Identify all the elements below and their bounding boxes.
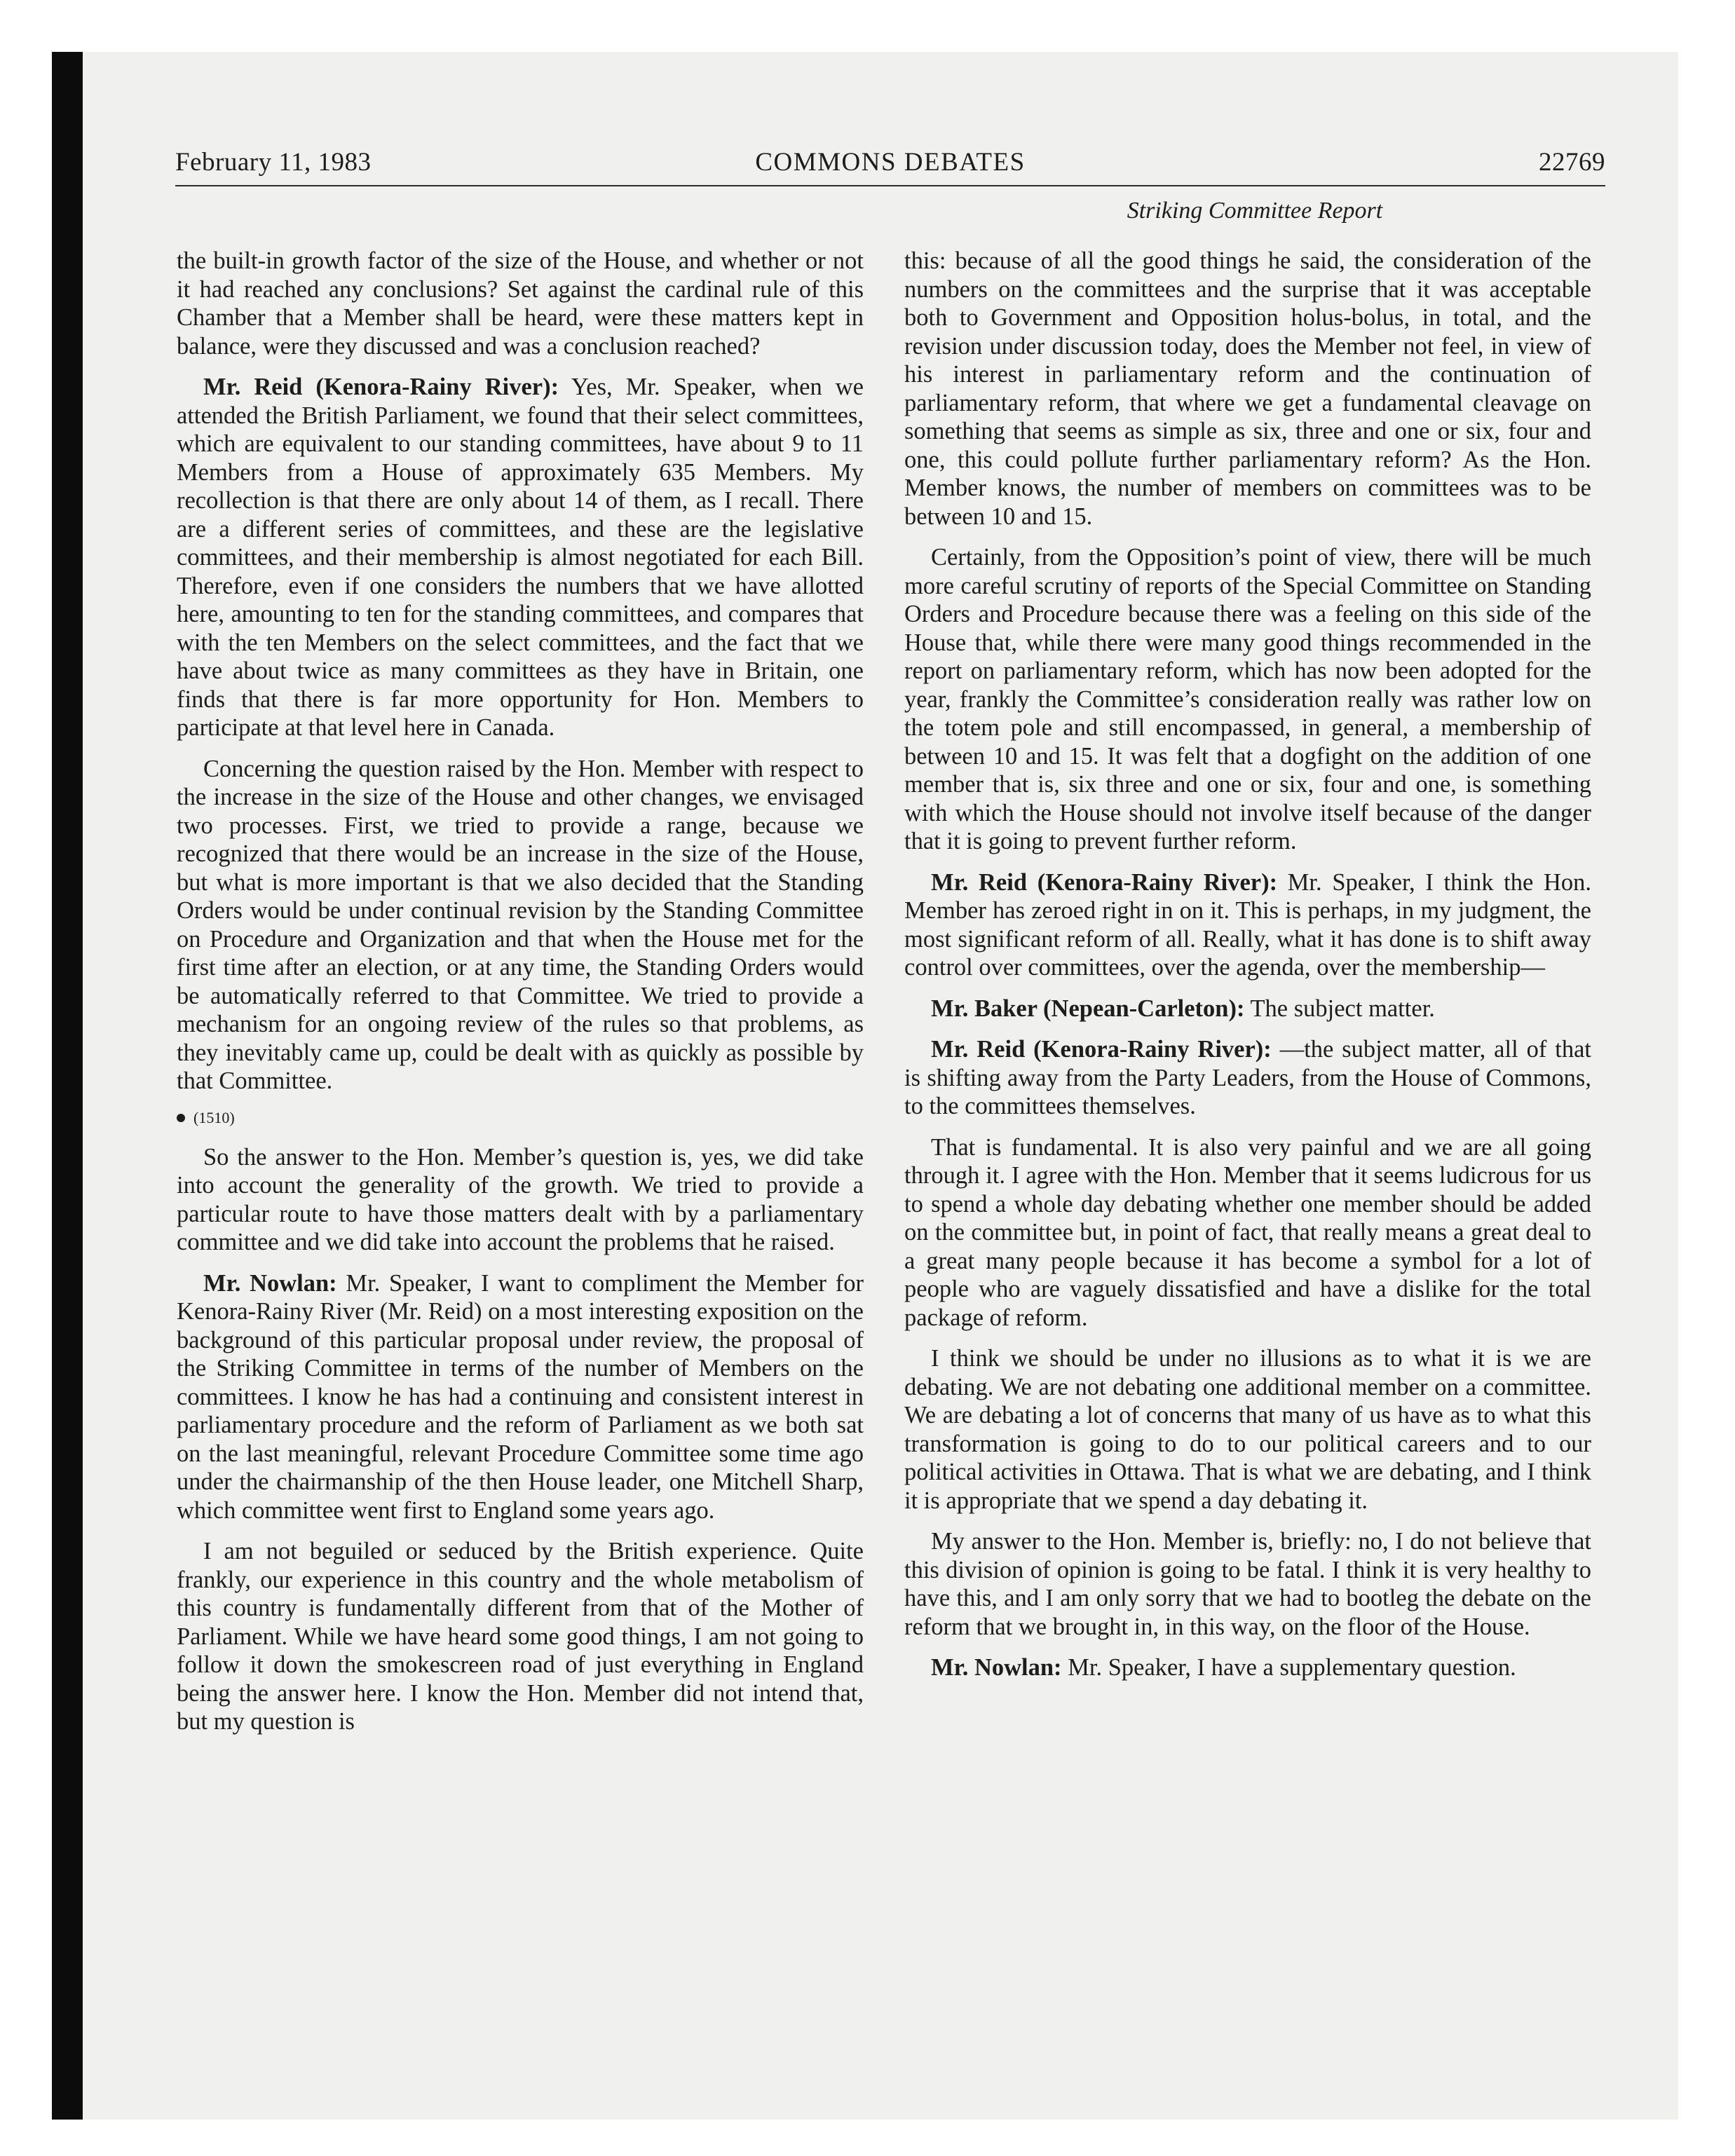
- bullet-icon: [177, 1114, 185, 1122]
- header-title: COMMONS DEBATES: [755, 148, 1026, 177]
- speaker-name: Mr. Nowlan:: [203, 1269, 337, 1297]
- paragraph: Concerning the question raised by the Hon. Member with respect to the increase in the size of the House and other changes, we envisaged two processes. First, we tried to provide a range, because we recognized that there would be an increase in the size of the House, but what is more important is that we also decided that the Standing Orders would be under continual revision by the Standing Committee on Procedure and Organization and that when the House met for the first time after an election, or at any time, the Standing Orders would be automatically referred to that Committee. We tried to provide a mechanism for an ongoing review of the rules so that problems, as they inevitably came up, could be dealt with as quickly as possible by that Committee.: [177, 755, 864, 1094]
- paragraph: [904, 995, 1591, 1023]
- paragraph: I think we should be under no illusions as to what it is we are debating. We are not debating one additional member on a committee. We are debating a lot of concerns that many of us have as to what this transformation is going to do to our political careers and to our political activities in Ottawa. That is what we are debating, and I think it is appropriate that we spend a day debating it.: [904, 1345, 1591, 1514]
- paragraph: I am not beguiled or seduced by the British experience. Quite frankly, our experience in this country and the whole metabolism of this country is fundamentally different from that of the Mother of Parliament. While we have heard some good things, I am not going to follow it down the smokescreen road of just everything in England being the answer here. I know the Hon. Member did not intend that, but my question is: [177, 1538, 864, 1735]
- paragraph: the built-in growth factor of the size of the House, and whether or not it had reached any conclusions? Set against the cardinal rule of this Chamber that a Member shall be heard, were these matters kept in balance, were they discussed and was a conclusion reached?: [177, 247, 864, 360]
- speech-text: Mr. Speaker, I have a supplementary question.: [1061, 1654, 1516, 1681]
- paragraph: [177, 1269, 864, 1525]
- page-header: [175, 147, 1605, 185]
- paragraph: [904, 1653, 1591, 1682]
- paragraph: [177, 373, 864, 742]
- paragraph: Certainly, from the Opposition’s point of view, there will be much more careful scrutiny of reports of the Special Committee on Standing Orders and Procedure because there was a feeling on this side of the House that, while there were many good things recommended in the report on parliamentary reform, which has now been adopted for the year, frankly the Committee’s consideration really was rather low on the totem pole and still encompassed, in general, a membership of between 10 and 15. It was felt that a dogfight on the addition of one member that is, six three and one or six, four and one, is something with which the House should not involve itself because of the danger that it is going to prevent further reform.: [904, 544, 1591, 854]
- speaker-name: Mr. Reid (Kenora-Rainy River):: [203, 374, 559, 400]
- paragraph: That is fundamental. It is also very painful and we are all going through it. I agree with the Hon. Member that it seems ludicrous for us to spend a whole day debating whether one member should be added on the committee but, in point of fact, that really means a great deal to a great many people because it has become a symbol for a lot of people who are vaguely dissatisfied and have a dislike for the total package of reform.: [904, 1133, 1591, 1331]
- speaker-name: Mr. Baker (Nepean-Carleton):: [931, 995, 1245, 1022]
- speaker-name: Mr. Nowlan:: [931, 1654, 1062, 1681]
- speech-text: —the subject matter, all of that is shifting away from the Party Leaders, from the House of Commons, to the committees themselves.: [904, 1036, 1591, 1119]
- speaker-name: Mr. Reid (Kenora-Rainy River):: [931, 1036, 1272, 1063]
- paragraph: [904, 1035, 1591, 1121]
- speech-text: Mr. Speaker, I think the Hon. Member has zeroed right in on it. This is perhaps, in my judgment, the most significant reform of all. Really, what it has done is to shift away control over committees, over the agenda, over the membership—: [904, 868, 1592, 981]
- time-marker: [177, 1108, 864, 1128]
- paragraph: My answer to the Hon. Member is, briefly: no, I do not believe that this division of opinion is going to be fatal. I think it is very healthy to have this, and I am only sorry that we had to bootleg the debate on the reform that we brought in, in this way, on the floor of the House.: [904, 1528, 1591, 1640]
- binding-shadow: [52, 52, 83, 2120]
- paragraph: this: because of all the good things he said, the consideration of the numbers on the committees and the surprise that it was acceptable both to Government and Opposition holus-bolus, in total, and the revision under discussion today, does the Member not feel, in view of his interest in parliamentary reform and the continuation of parliamentary reform, that where we get a fundamental cleavage on something that seems as simple as six, three and one or six, four and one, this could pollute further parliamentary reform? As the Hon. Member knows, the number of members on committees was to be between 10 and 15.: [904, 247, 1591, 530]
- speaker-name: Mr. Reid (Kenora-Rainy River):: [931, 868, 1278, 896]
- right-column: [904, 247, 1591, 1695]
- speech-text: Yes, Mr. Speaker, when we attended the British Parliament, we found that their select committees, which are equivalent to our standing committees, have about 9 to 11 Members from a House of approximately 635 Members. My recollection is that there are only about 14 of them, as I recall. There are a different series of committees, and these are the legislative committees, and their membership is almost negotiated for each Bill. Therefore, even if one considers the numbers that we have allotted here, amounting to ten for the standing committees, and compares that with the ten Members on the select committees, and the fact that we have about twice as many committees as they have in Britain, one finds that there is far more opportunity for Hon. Members to participate at that level here in Canada.: [177, 374, 864, 741]
- speech-text: The subject matter.: [1244, 995, 1435, 1022]
- paragraph: [904, 868, 1591, 982]
- paragraph: So the answer to the Hon. Member’s question is, yes, we did take into account the generality of the growth. We tried to provide a particular route to have those matters dealt with by a parliamentary committee and we did take into account the problems that he raised.: [177, 1143, 864, 1255]
- header-rule: [175, 185, 1605, 186]
- left-column: [177, 247, 864, 1749]
- running-head: Striking Committee Report: [1127, 198, 1383, 224]
- page-number: 22769: [1539, 148, 1605, 177]
- time-marker-text: (1510): [193, 1108, 235, 1126]
- header-date: February 11, 1983: [175, 148, 372, 177]
- speech-text: Mr. Speaker, I want to compliment the Member for Kenora-Rainy River (Mr. Reid) on a most interesting exposition on the background of this particular proposal under review, the proposal of the Striking Committee in terms of the number of Members on the committees. I know he has had a continuing and consistent interest in parliamentary procedure and the reform of Parliament as we both sat on the last meaningful, relevant Procedure Committee some time ago under the chairmanship of the then House leader, one Mitchell Sharp, which committee went first to England some years ago.: [177, 1269, 864, 1524]
